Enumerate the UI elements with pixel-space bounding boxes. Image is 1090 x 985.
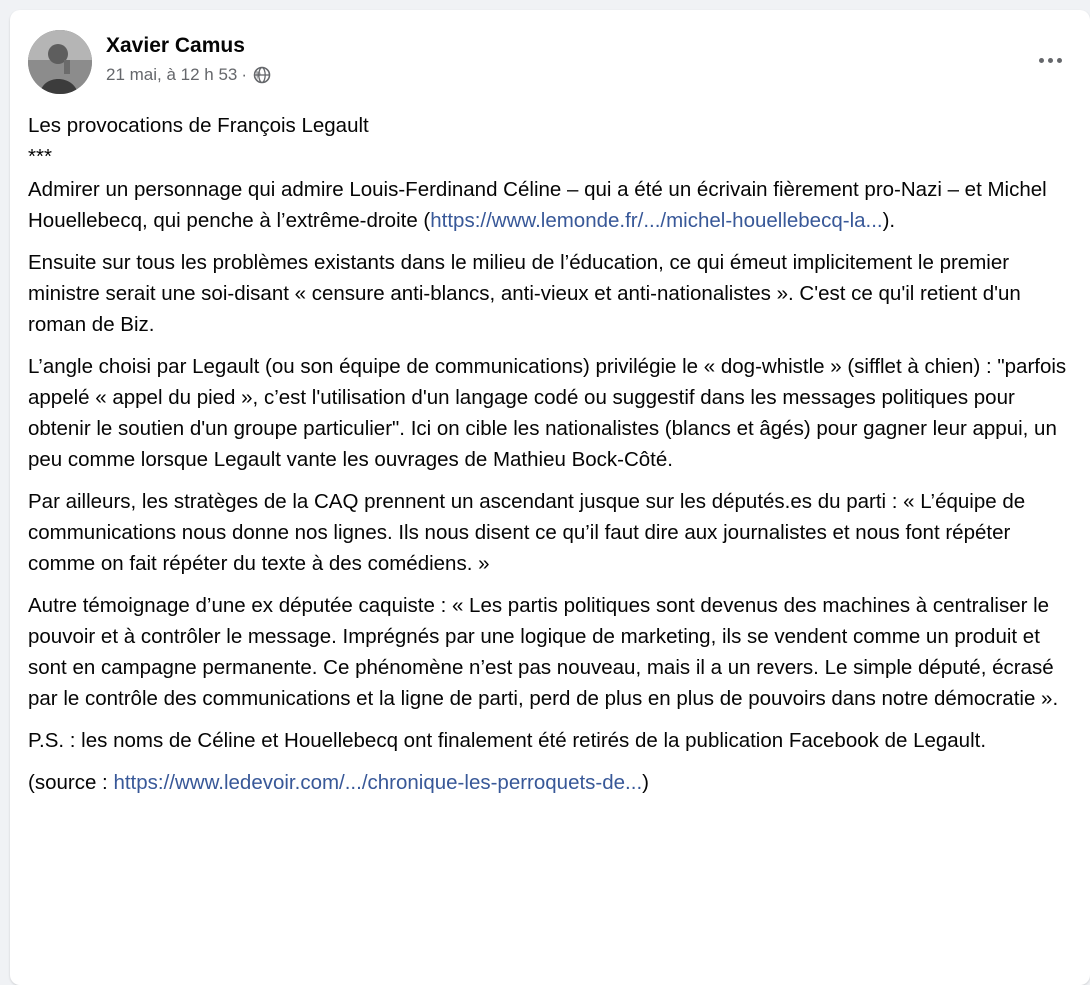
post-card bbox=[10, 10, 1090, 985]
post-meta bbox=[106, 64, 271, 86]
lemonde-link[interactable]: https://www.lemonde.fr/.../michel-houellebecq-la... bbox=[430, 209, 883, 232]
avatar[interactable] bbox=[28, 30, 92, 94]
paragraph-2: Ensuite sur tous les problèmes existants dans le milieu de l’éducation, ce qui émeut implicitement le premier ministre serait une soi-disant « censure anti-blancs, anti-vieux et anti-nationalistes ». C'est ce qu'il retient d'un roman de Biz. bbox=[28, 251, 1021, 336]
author-block bbox=[106, 32, 271, 86]
paragraph-1: Admirer un personnage qui admire Louis-Ferdinand Céline – qui a été un écrivain fièrement pro-Nazi – et Michel Houellebecq, qui penche à l’extrême-droite (https://www.lemonde.fr/.../michel-houellebecq-la...). bbox=[28, 178, 1047, 232]
more-options-icon[interactable] bbox=[1030, 48, 1070, 72]
post-stars: *** bbox=[28, 145, 52, 168]
avatar-photo bbox=[28, 30, 92, 94]
author-name[interactable]: Xavier Camus bbox=[106, 34, 245, 57]
meta-separator: · bbox=[241, 65, 248, 84]
paragraph-6: P.S. : les noms de Céline et Houellebecq ont finalement été retirés de la publication Facebook de Legault. bbox=[28, 729, 987, 752]
paragraph-4: Par ailleurs, les stratèges de la CAQ prennent un ascendant jusque sur les députés.es du parti : « L’équipe de communications nous donne nos lignes. Ils nous disent ce qu’il faut dire aux journalistes et nous font répéter comme on fait répéter du texte à des comédiens. » bbox=[28, 490, 1026, 575]
post-title: Les provocations de François Legault bbox=[28, 114, 369, 137]
post-header bbox=[28, 30, 1070, 96]
post-body bbox=[28, 110, 1068, 809]
post-timestamp[interactable]: 21 mai, à 12 h 53 bbox=[106, 65, 238, 84]
paragraph-3: L’angle choisi par Legault (ou son équipe de communications) privilégie le « dog-whistle » (sifflet à chien) : "parfois appelé « appel du pied », c’est l'utilisation d'un langage codé ou suggestif dans les messages politiques pour obtenir le soutien d'un groupe particulier". Ici on cible les nationalistes (blancs et âgés) pour gagner leur appui, un peu comme lorsque Legault vante les ouvrages de Mathieu Bock-Côté. bbox=[28, 355, 1067, 471]
paragraph-5: Autre témoignage d’une ex députée caquiste : « Les partis politiques sont devenus des machines à centraliser le pouvoir et à contrôler le message. Imprégnés par une logique de marketing, ils se vendent comme un produit et sont en campagne permanente. Ce phénomène n’est pas nouveau, mais il a un revers. Le simple député, écrasé par le contrôle des communications et la ligne de parti, perd de plus en plus de pouvoirs dans notre démocratie ». bbox=[28, 594, 1059, 710]
globe-icon[interactable] bbox=[253, 66, 271, 84]
post-title-line bbox=[28, 110, 1068, 172]
paragraph-source: (source : https://www.ledevoir.com/.../chronique-les-perroquets-de...) bbox=[28, 771, 649, 794]
ledevoir-link[interactable]: https://www.ledevoir.com/.../chronique-les-perroquets-de... bbox=[113, 771, 643, 794]
